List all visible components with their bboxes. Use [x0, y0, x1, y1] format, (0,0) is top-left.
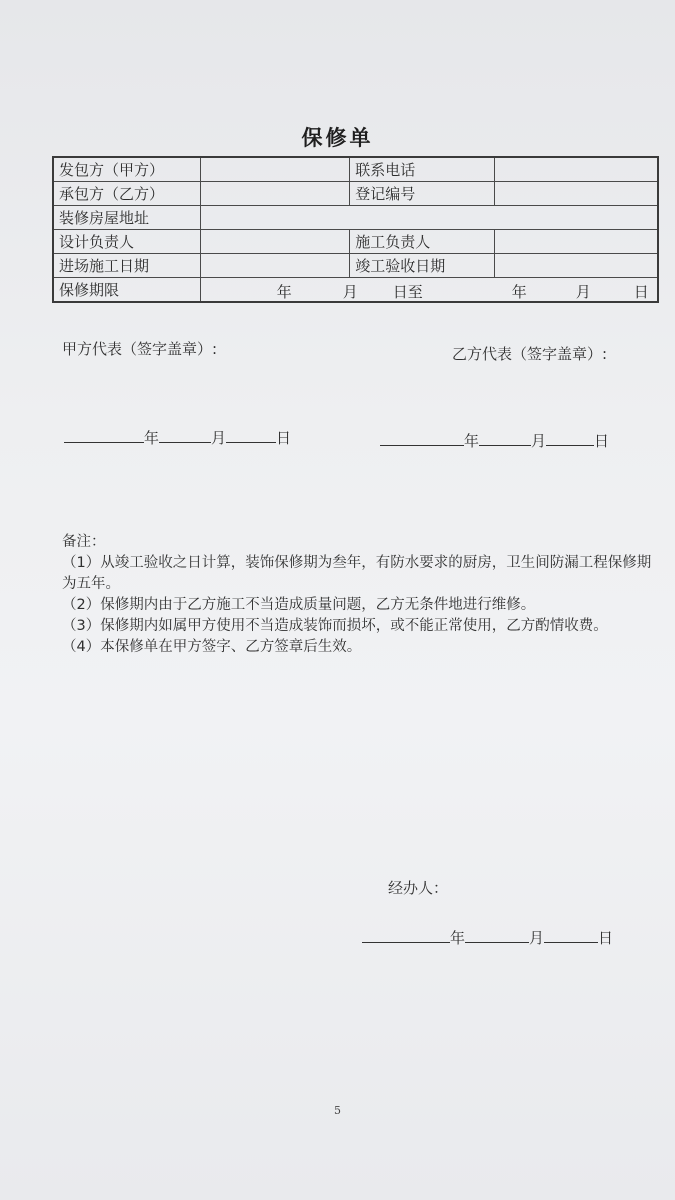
party-a-date-line	[64, 427, 291, 448]
page-number: 5	[334, 1104, 341, 1117]
period-year-1: 年	[276, 283, 292, 301]
blank-line	[226, 428, 276, 443]
party-b-label: 承包方（乙方）	[53, 182, 200, 206]
notes-section	[62, 532, 662, 658]
warranty-period-field	[200, 278, 658, 303]
month-label: 月	[211, 429, 227, 447]
year-label: 年	[464, 432, 480, 450]
party-a-signature-label: 甲方代表（签字盖章）:	[62, 340, 218, 358]
constructor-label: 施工负责人	[350, 230, 495, 254]
address-field	[200, 206, 658, 230]
warranty-label: 保修期限	[53, 278, 200, 303]
blank-line	[544, 928, 598, 943]
warranty-form-table	[52, 156, 659, 303]
notes-heading: 备注：	[62, 534, 106, 550]
table-row	[53, 157, 658, 182]
party-b-date-line	[380, 430, 609, 451]
note-item: （4）本保修单在甲方签字、乙方签章后生效。	[62, 639, 362, 655]
period-month-2: 月	[575, 283, 591, 301]
phone-label: 联系电话	[350, 157, 495, 182]
accept-date-label: 竣工验收日期	[350, 254, 495, 278]
blank-line	[546, 431, 594, 446]
blank-line	[159, 428, 211, 443]
blank-line	[479, 431, 531, 446]
accept-date-field	[495, 254, 658, 278]
period-day-to: 日至	[392, 283, 423, 301]
phone-field	[495, 157, 658, 182]
party-a-field	[200, 157, 349, 182]
blank-line	[64, 428, 144, 443]
day-label: 日	[276, 429, 292, 447]
period-day-2: 日	[633, 283, 649, 301]
reg-no-field	[495, 182, 658, 206]
party-a-label: 发包方（甲方）	[53, 157, 200, 182]
party-b-signature-label: 乙方代表（签字盖章）:	[452, 345, 608, 363]
blank-line	[380, 431, 464, 446]
handler-label: 经办人：	[388, 879, 449, 897]
address-label: 装修房屋地址	[53, 206, 200, 230]
blank-line	[362, 928, 450, 943]
month-label: 月	[531, 432, 547, 450]
year-label: 年	[144, 429, 160, 447]
table-row	[53, 206, 658, 230]
document-title: 保修单	[301, 126, 374, 150]
start-date-label: 进场施工日期	[53, 254, 200, 278]
start-date-field	[200, 254, 349, 278]
constructor-field	[495, 230, 658, 254]
period-year-2: 年	[511, 283, 527, 301]
reg-no-label: 登记编号	[350, 182, 495, 206]
day-label: 日	[594, 432, 610, 450]
party-b-field	[200, 182, 349, 206]
table-row	[53, 254, 658, 278]
note-item: （1）从竣工验收之日计算，装饰保修期为叁年，有防水要求的厨房，卫生间防漏工程保修期为五年。	[62, 555, 652, 592]
month-label: 月	[529, 929, 545, 947]
note-item: （3）保修期内如属甲方使用不当造成装饰而损坏，或不能正常使用，乙方酌情收费。	[62, 618, 608, 634]
note-item: （2）保修期内由于乙方施工不当造成质量问题，乙方无条件地进行维修。	[62, 597, 536, 613]
table-row	[53, 182, 658, 206]
blank-line	[465, 928, 529, 943]
designer-field	[200, 230, 349, 254]
designer-label: 设计负责人	[53, 230, 200, 254]
table-row	[53, 230, 658, 254]
handler-date-line	[362, 927, 613, 948]
day-label: 日	[598, 929, 614, 947]
table-row	[53, 278, 658, 303]
year-label: 年	[450, 929, 466, 947]
period-month-1: 月	[342, 283, 358, 301]
